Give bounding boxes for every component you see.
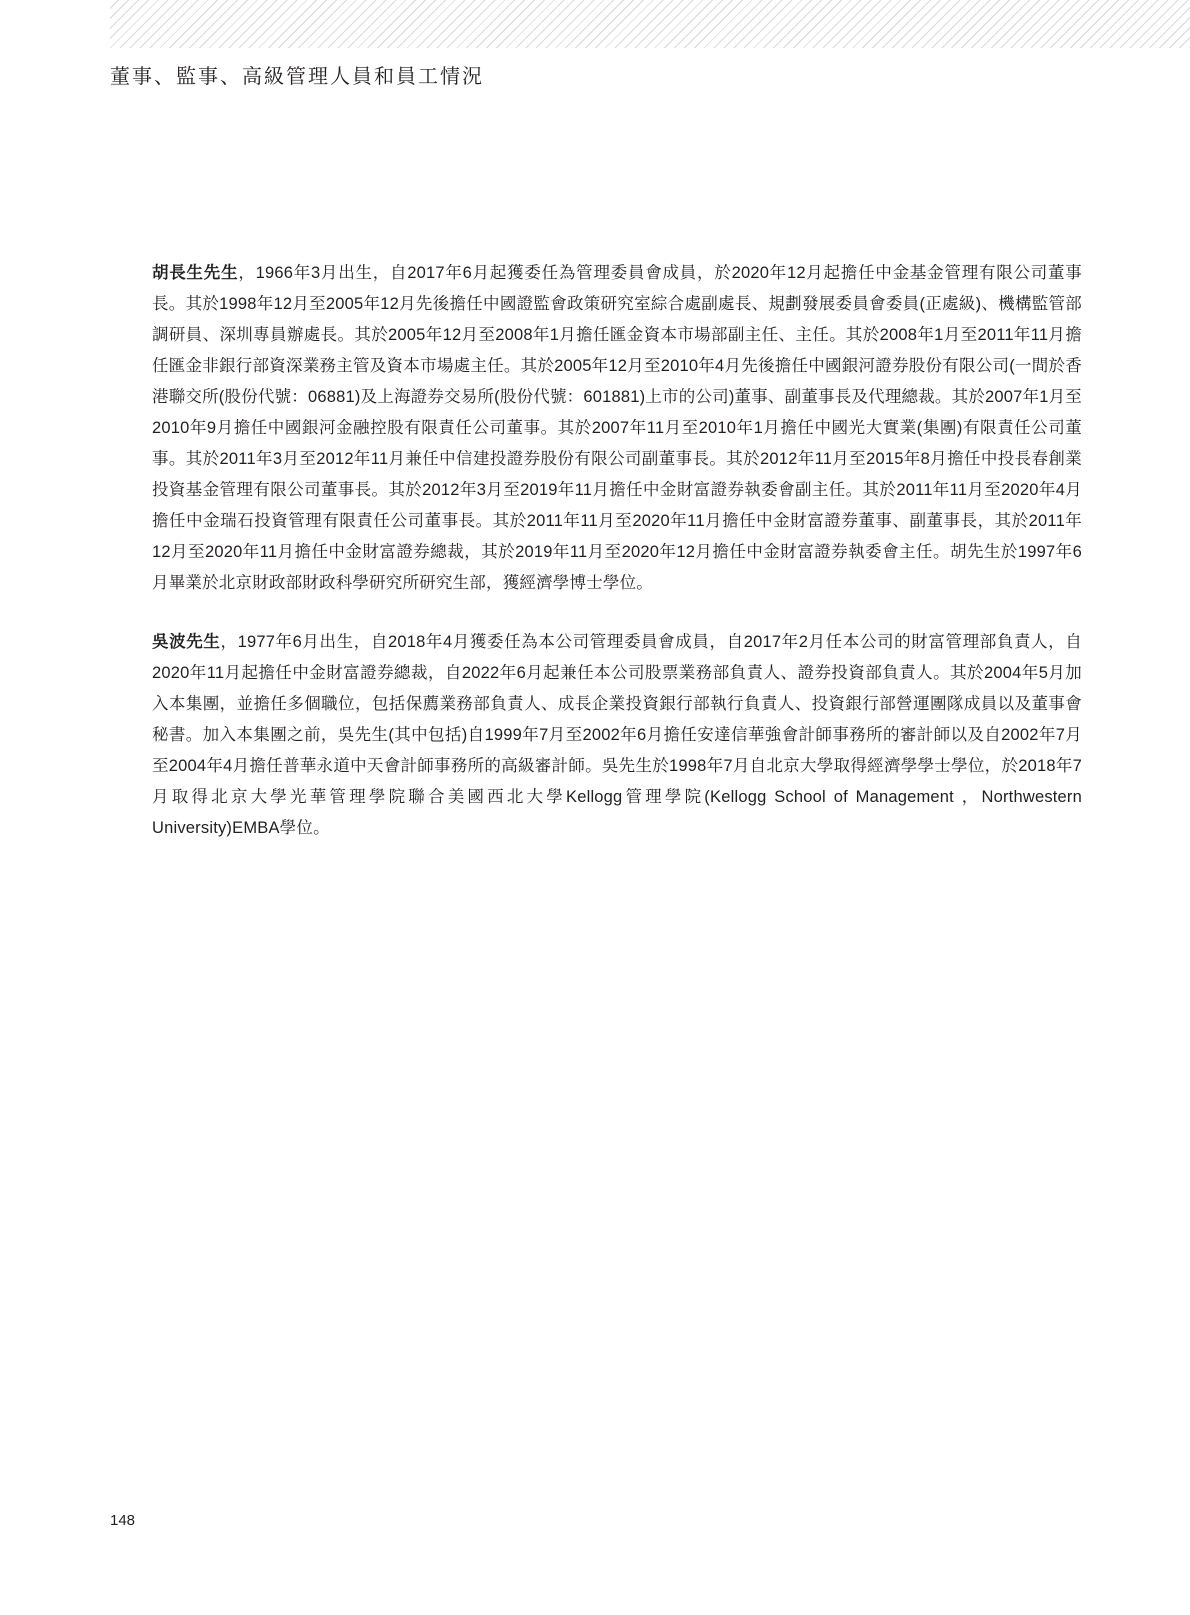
person-name: 吳波先生 xyxy=(152,633,221,651)
bio-paragraph xyxy=(152,258,1082,599)
person-name: 胡長生先生 xyxy=(152,264,239,282)
person-bio-text: ，1966年3月出生，自2017年6月起獲委任為管理委員會成員，於2020年12月起擔任中金基金管理有限公司董事長。其於1998年12月至2005年12月先後擔任中國證監會政策研究室綜合處副處長、規劃發展委員會委員(正處級)、機構監管部調研員、深圳專員辦處長。其於2005年12月至2008年1月擔任匯金資本市場部副主任、主任。其於2008年1月至2011年11月擔任匯金非銀行部資深業務主管及資本市場處主任。其於2005年12月至2010年4月先後擔任中國銀河證券股份有限公司(一間於香港聯交所(股份代號：06881)及上海證券交易所(股份代號：601881)上市的公司)董事、副董事長及代理總裁。其於2007年1月至2010年9月擔任中國銀河金融控股有限責任公司董事。其於2007年11月至2010年1月擔任中國光大實業(集團)有限責任公司董事。其於2011年3月至2012年11月兼任中信建投證券股份有限公司副董事長。其於2012年11月至2015年8月擔任中投長春創業投資基金管理有限公司董事長。其於2012年3月至2019年11月擔任中金財富證券執委會副主任。其於2011年11月至2020年4月擔任中金瑞石投資管理有限責任公司董事長。其於2011年11月至2020年11月擔任中金財富證券董事、副董事長，其於2011年12月至2020年11月擔任中金財富證券總裁，其於2019年11月至2020年12月擔任中金財富證券執委會主任。胡先生於1997年6月畢業於北京財政部財政科學研究所研究生部，獲經濟學博士學位。 xyxy=(152,264,1083,592)
person-bio-text: ，1977年6月出生，自2018年4月獲委任為本公司管理委員會成員，自2017年2月任本公司的財富管理部負責人，自2020年11月起擔任中金財富證券總裁，自2022年6月起兼任本公司股票業務部負責人、證券投資部負責人。其於2004年5月加入本集團，並擔任多個職位，包括保薦業務部負責人、成長企業投資銀行部執行負責人、投資銀行部營運團隊成員以及董事會秘書。加入本集團之前，吳先生(其中包括)自1999年7月至2002年6月擔任安達信華強會計師事務所的審計師以及自2002年7月至2004年4月擔任普華永道中天會計師事務所的高級審計師。吳先生於1998年7月自北京大學取得經濟學學士學位，於2018年7月取得北京大學光華管理學院聯合美國西北大學Kellogg管理學院(Kellogg School of Management ，Northwestern University)EMBA學位。 xyxy=(152,633,1082,837)
page-content xyxy=(152,258,1082,844)
decorative-hatch-band xyxy=(110,0,1190,48)
page-header-title: 董事、監事、高級管理人員和員工情況 xyxy=(110,66,484,88)
page-number: 148 xyxy=(110,1512,136,1529)
bio-paragraph xyxy=(152,627,1082,844)
